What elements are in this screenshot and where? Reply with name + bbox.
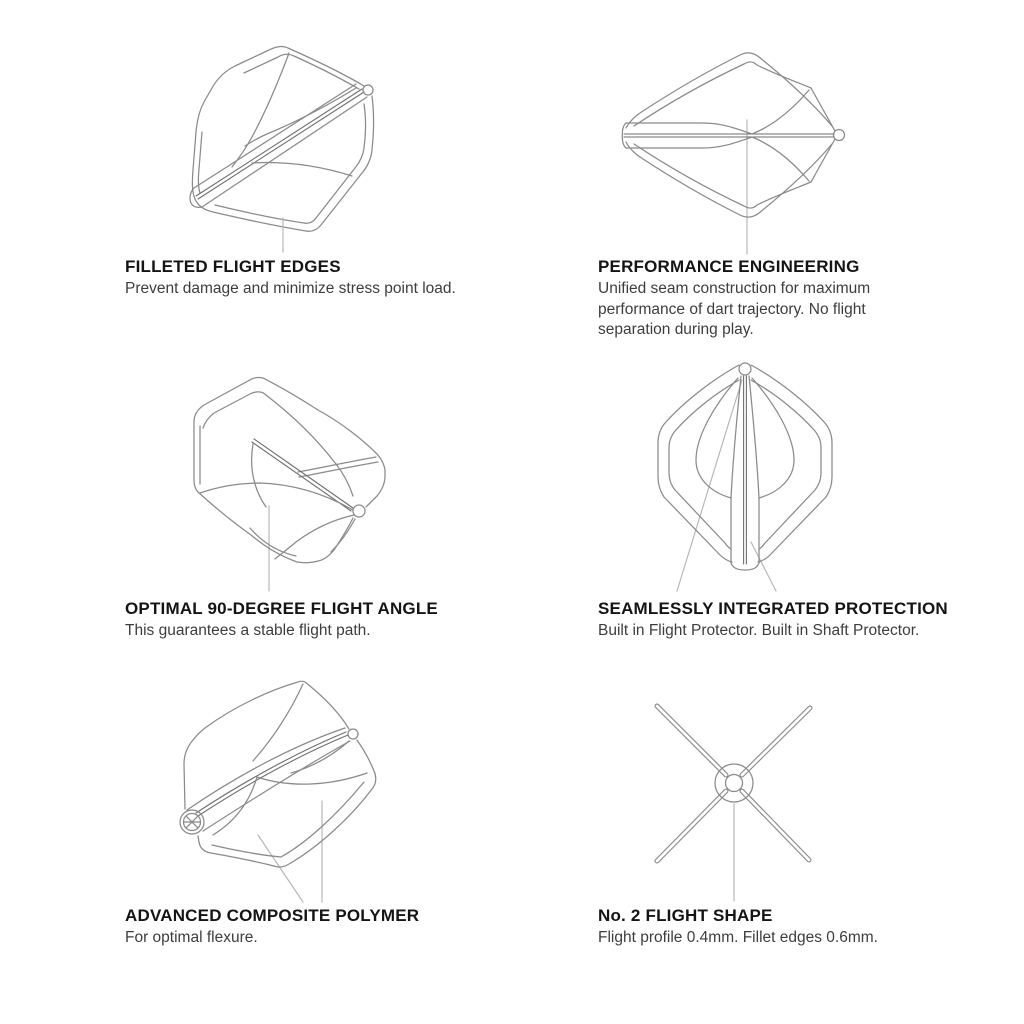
feature-title: SEAMLESSLY INTEGRATED PROTECTION [598,599,948,618]
feature-title: OPTIMAL 90-DEGREE FLIGHT ANGLE [125,599,438,618]
feature-title: ADVANCED COMPOSITE POLYMER [125,906,420,925]
feature-description: For optimal flexure. [125,929,258,946]
leader-line [751,542,776,591]
flight-rear-view-illustration [630,350,910,600]
feature-description: Unified seam construction for maximum performance of dart trajectory. No flight separation during play. [598,280,871,338]
feature-title: PERFORMANCE ENGINEERING [598,257,860,276]
feature-description: Prevent damage and minimize stress point load. [125,280,456,297]
flight-side-profile-view-illustration [600,30,900,260]
flight-front-cross-view-illustration [620,680,900,910]
feature-title: No. 2 FLIGHT SHAPE [598,906,773,925]
flight-rear-angle-view-illustration [140,670,440,910]
feature-description: Built in Flight Protector. Built in Shaft Protector. [598,622,920,639]
leader-line [258,835,303,902]
feature-title: FILLETED FLIGHT EDGES [125,257,341,276]
feature-description: Flight profile 0.4mm. Fillet edges 0.6mm. [598,929,878,946]
feature-description: This guarantees a stable flight path. [125,622,371,639]
flight-overhead-angle-view-illustration [150,360,450,600]
flight-angled-top-view-illustration [140,20,440,260]
